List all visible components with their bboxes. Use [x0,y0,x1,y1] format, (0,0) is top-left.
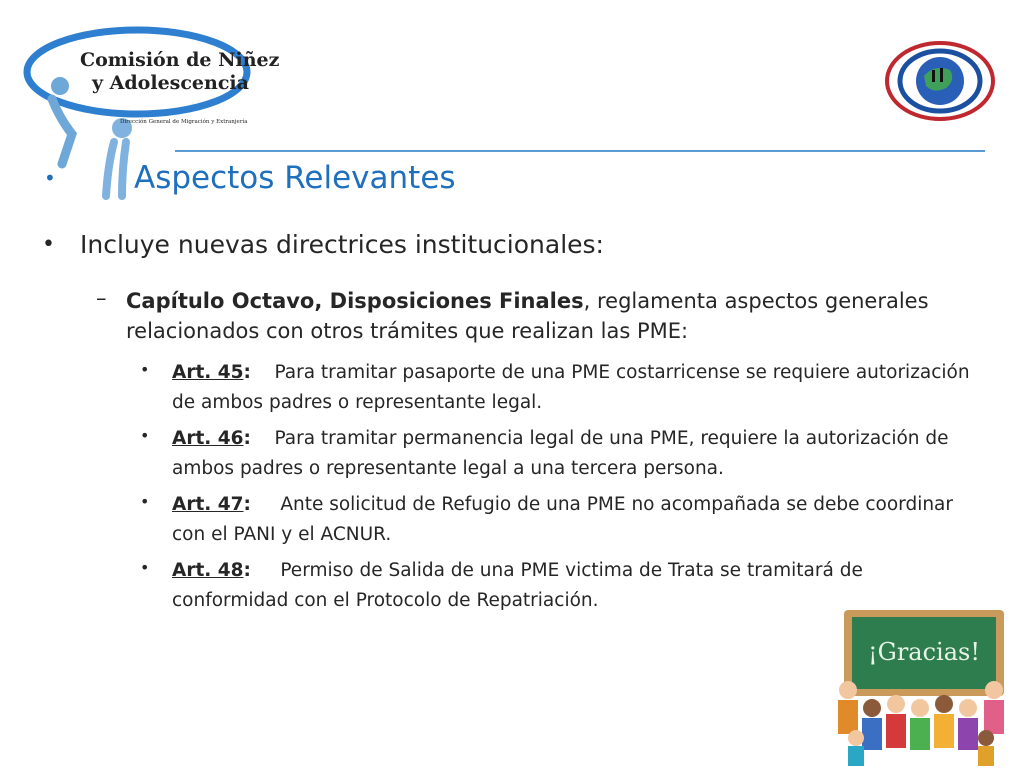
gracias-board-illustration [826,608,1016,766]
article-code: Art. 45 [172,362,244,383]
gracias-text: ¡Gracias! [868,638,980,666]
article-text: Para tramitar pasaporte de una PME costarricense se requiere autorización de ambos padres o representante legal. [172,362,970,413]
bullet-icon: • [140,426,150,445]
list-item: • Art. 47: Ante solicitud de Refugio de una PME no acompañada se debe coordinar con el PANI y el ACNUR. [140,492,953,545]
main-point-text: Incluye nuevas directrices institucionales: [80,230,604,259]
chapter-description: , reglamenta aspectos generales relacionados con otros trámites que realizan las PME: [126,289,929,343]
list-item: • Art. 45: Para tramitar pasaporte de una PME costarricense se requiere autorización de ambos padres o representante legal. [140,360,970,413]
article-text: Ante solicitud de Refugio de una PME no acompañada se debe coordinar con el PANI y el ACNUR. [172,494,953,545]
logo-line1: Comisión de Niñez [80,49,280,71]
chapter-text [126,286,966,346]
bullet-icon: • [42,232,55,257]
bullet-icon: • [140,558,150,577]
seal-icon [884,40,996,122]
bullet-icon: • [140,360,150,379]
migration-seal-logo [884,40,996,122]
dash-icon: – [96,286,107,310]
chalkboard-kids-icon [826,608,1016,766]
list-item: • Art. 48: Permiso de Salida de una PME victima de Trata se tramitará de conformidad con el Protocolo de Repatriación. [140,558,863,611]
article-code: Art. 48 [172,560,244,581]
article-list [140,358,970,622]
bullet-icon: • [140,492,150,511]
list-item: • Art. 46: Para tramitar permanencia legal de una PME, requiere la autorización de ambos padres o representante legal a una tercera persona. [140,426,949,479]
article-code: Art. 46 [172,428,244,449]
logo-line2: y Adolescencia [92,72,249,94]
article-text: Para tramitar permanencia legal de una PME, requiere la autorización de ambos padres o representante legal a una tercera persona. [172,428,949,479]
chapter-title: Capítulo Octavo, Disposiciones Finales [126,289,584,313]
logo-subtitle: Dirección General de Migración y Extranjería [120,119,248,125]
article-code: Art. 47 [172,494,244,515]
article-text: Permiso de Salida de una PME victima de Trata se tramitará de conformidad con el Protocolo de Repatriación. [172,560,863,611]
title-bullet-icon: • [44,166,56,190]
slide-title: Aspectos Relevantes [134,160,456,196]
slide-title-row [44,160,944,210]
title-divider [175,150,985,152]
